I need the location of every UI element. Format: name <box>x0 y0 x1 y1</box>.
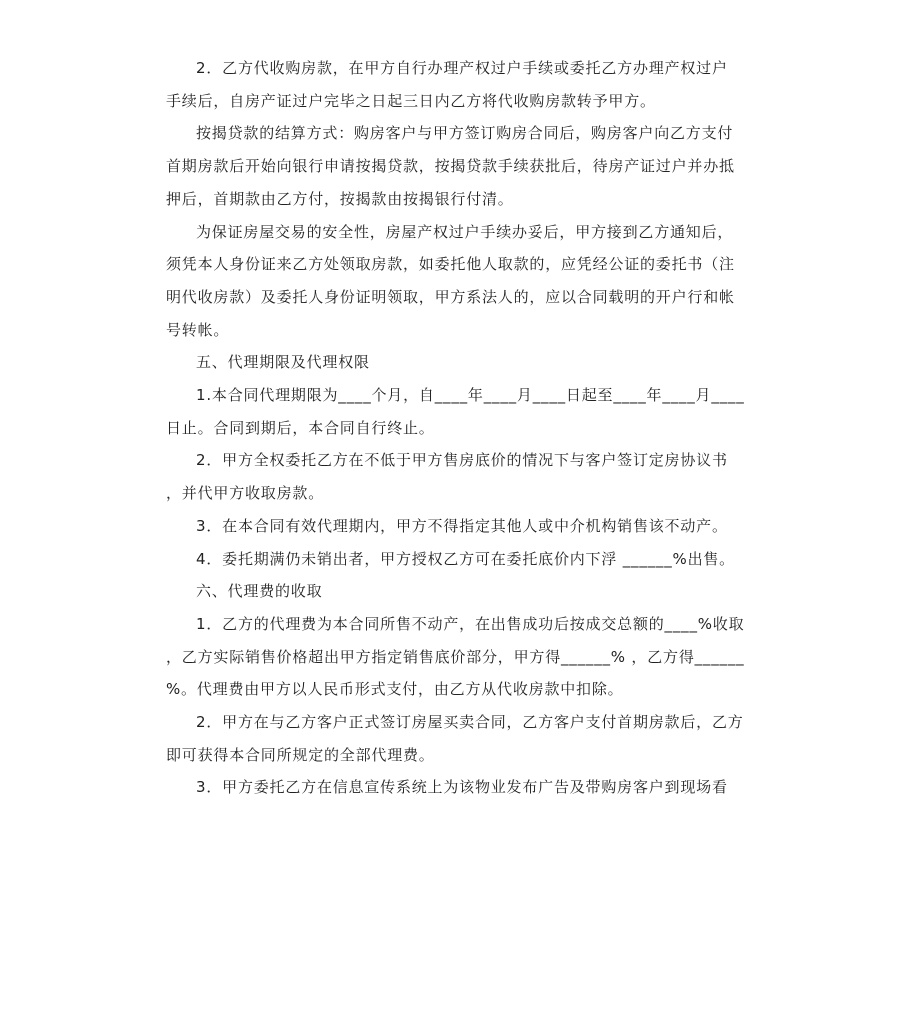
text-line: ，并代甲方收取房款。 <box>166 484 325 503</box>
text-line: 日止。合同到期后，本合同自行终止。 <box>166 418 435 437</box>
text-line: 五、代理期限及代理权限 <box>196 353 370 372</box>
paragraph <box>166 52 758 117</box>
text-line: 2．甲方全权委托乙方在不低于甲方售房底价的情况下与客户签订定房协议书 <box>196 451 728 470</box>
document-page <box>166 52 758 804</box>
text-line: ，乙方实际销售价格超出甲方指定销售底价部分，甲方得______% ，乙方得______ <box>166 647 745 666</box>
text-line: 1.本合同代理期限为____个月，自____年____月____日起至____年____月____ <box>196 386 745 405</box>
text-line: 押后，首期款由乙方付，按揭款由按揭银行付清。 <box>166 189 514 208</box>
text-line: 4．委托期满仍未销出者，甲方授权乙方可在委托底价内下浮 ______%出售。 <box>196 549 735 568</box>
text-line: 1．乙方的代理费为本合同所售不动产，在出售成功后按成交总额的____%收取 <box>196 614 745 633</box>
text-line: 号转帐。 <box>166 320 230 339</box>
text-line: 首期房款后开始向银行申请按揭贷款，按揭贷款手续获批后，待房产证过户并办抵 <box>166 157 735 176</box>
text-line: 3．在本合同有效代理期内，甲方不得指定其他人或中介机构销售该不动产。 <box>196 516 728 535</box>
paragraph <box>166 510 758 543</box>
text-line: 明代收房款）及委托人身份证明领取，甲方系法人的，应以合同载明的开户行和帐 <box>166 287 735 306</box>
paragraph <box>166 771 758 804</box>
paragraph <box>166 346 758 379</box>
paragraph <box>166 379 758 444</box>
text-line: 即可获得本合同所规定的全部代理费。 <box>166 745 435 764</box>
text-line: %。代理费由甲方以人民币形式支付，由乙方从代收房款中扣除。 <box>166 680 624 699</box>
text-line: 为保证房屋交易的安全性，房屋产权过户手续办妥后，甲方接到乙方通知后， <box>196 222 734 241</box>
text-line: 3．甲方委托乙方在信息宣传系统上为该物业发布广告及带购房客户到现场看 <box>196 778 728 797</box>
text-line: 六、代理费的收取 <box>196 582 323 601</box>
text-line: 手续后，自房产证过户完毕之日起三日内乙方将代收购房款转予甲方。 <box>166 91 656 110</box>
paragraph <box>166 117 758 215</box>
text-line: 按揭贷款的结算方式：购房客户与甲方签订购房合同后，购房客户向乙方支付 <box>196 124 734 143</box>
text-line: 须凭本人身份证来乙方处领取房款，如委托他人取款的，应凭经公证的委托书（注 <box>166 255 735 274</box>
paragraph <box>166 216 758 347</box>
text-line: 2．乙方代收购房款，在甲方自行办理产权过户手续或委托乙方办理产权过户 <box>196 59 728 77</box>
paragraph <box>166 575 758 608</box>
paragraph <box>166 444 758 509</box>
paragraph <box>166 608 758 706</box>
text-line: 2．甲方在与乙方客户正式签订房屋买卖合同，乙方客户支付首期房款后，乙方 <box>196 713 744 732</box>
paragraph <box>166 543 758 576</box>
paragraph <box>166 706 758 771</box>
